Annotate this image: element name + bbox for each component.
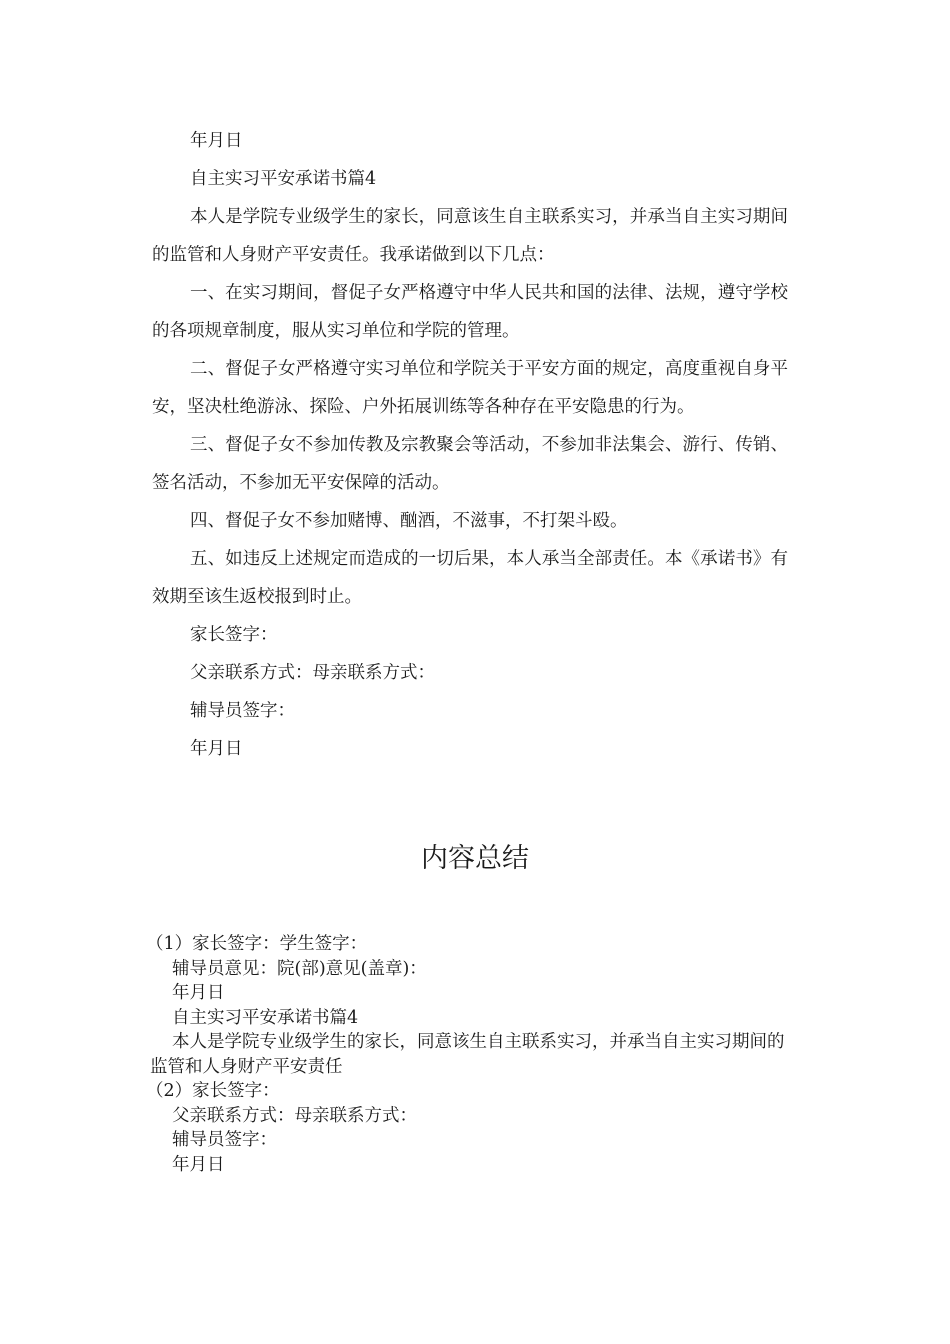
summary-line-8: 辅导员签字：: [172, 1130, 277, 1150]
pledge-item-4: 四、督促子女不参加赌博、酗酒，不滋事，不打架斗殴。: [190, 511, 628, 531]
pledge-item-3: 三、督促子女不参加传教及宗教聚会等活动，不参加非法集会、游行、传销、签名活动，不参加无平安保障的活动。: [152, 435, 788, 493]
summary-line-5: 本人是学院专业级学生的家长，同意该生自主联系实习，并承当自主实习期间的监管和人身财产平安责任: [150, 1032, 785, 1077]
parent-signature-line: 家长签字：: [190, 625, 278, 645]
pledge-item-5: 五、如违反上述规定而造成的一切后果，本人承当全部责任。本《承诺书》有效期至该生返校报到时止。: [152, 549, 788, 607]
letter-heading: 自主实习平安承诺书篇4: [190, 169, 377, 189]
pledge-item-1: 一、在实习期间，督促子女严格遵守中华人民共和国的法律、法规，遵守学校的各项规章制度，服从实习单位和学院的管理。: [152, 283, 788, 341]
summary-line-2: 辅导员意见：院(部)意见(盖章)：: [172, 958, 427, 979]
summary-title: 内容总结: [421, 843, 529, 874]
counselor-signature-line: 辅导员签字：: [190, 701, 295, 721]
pledge-item-2: 二、督促子女严格遵守实习单位和学院关于平安方面的规定，高度重视自身平安，坚决杜绝游泳、探险、户外拓展训练等各种存在平安隐患的行为。: [152, 359, 788, 417]
summary-section: [146, 932, 800, 1177]
summary-line-9: 年月日: [172, 1154, 225, 1175]
intro-paragraph: 本人是学院专业级学生的家长，同意该生自主联系实习，并承当自主实习期间的监管和人身财产平安责任。我承诺做到以下几点：: [152, 207, 788, 265]
letter-body: [152, 122, 788, 768]
summary-line-4: 自主实习平安承诺书篇4: [172, 1007, 359, 1028]
date-line-bottom: 年月日: [190, 739, 243, 759]
summary-line-6: （2）家长签字：: [146, 1081, 280, 1101]
summary-line-3: 年月日: [172, 983, 225, 1003]
date-line-top: 年月日: [190, 131, 243, 151]
summary-line-7: 父亲联系方式：母亲联系方式：: [172, 1105, 417, 1126]
summary-line-1: （1）家长签字：学生签字：: [146, 934, 368, 954]
contact-line: 父亲联系方式：母亲联系方式：: [190, 663, 435, 683]
